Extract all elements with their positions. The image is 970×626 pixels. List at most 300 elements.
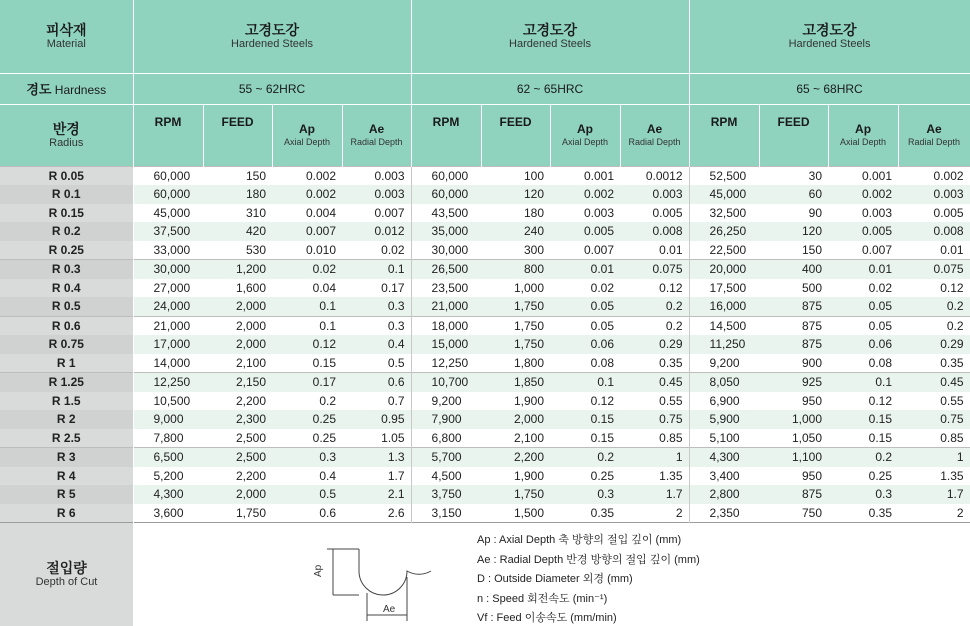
legend-ap: Ap : Axial Depth 축 방향의 절입 깊이 (mm) [477,531,700,551]
ae-cell: 0.005 [620,204,689,223]
radius-ko: 반경 [0,121,133,137]
feed-cell: 150 [203,166,272,185]
table-row [0,485,970,504]
rpm-cell: 60,000 [411,185,481,204]
ae-cell: 1.7 [620,485,689,504]
ae-cell: 0.008 [898,222,970,241]
radius-cell: R 3 [0,448,133,467]
col-ae-sublabel: Radial Depth [899,136,970,148]
col-ap-sublabel: Axial Depth [273,136,342,148]
rpm-cell: 5,700 [411,448,481,467]
col-feed-label: FEED [760,115,828,129]
feed-cell: 2,200 [203,392,272,411]
col-feed-header-2 [481,104,550,166]
rpm-cell: 11,250 [689,335,759,354]
rpm-cell: 5,100 [689,429,759,448]
col-ae-header-2 [620,104,689,166]
table-row [0,222,970,241]
ae-cell: 0.55 [898,392,970,411]
rpm-cell: 52,500 [689,166,759,185]
rpm-cell: 9,000 [133,410,203,429]
rpm-cell: 7,900 [411,410,481,429]
col-rpm-label: RPM [134,115,203,129]
ap-cell: 0.005 [550,222,620,241]
feed-cell: 2,100 [481,429,550,448]
feed-cell: 2,300 [203,410,272,429]
rpm-cell: 14,000 [133,354,203,373]
table-row [0,297,970,316]
feed-cell: 875 [759,485,828,504]
ae-cell: 0.12 [620,279,689,298]
ap-cell: 0.01 [550,260,620,279]
ae-cell: 0.005 [898,204,970,223]
rpm-cell: 6,800 [411,429,481,448]
rpm-cell: 37,500 [133,222,203,241]
rpm-cell: 26,250 [689,222,759,241]
ae-cell: 1.3 [342,448,411,467]
col-ap-header-3 [828,104,898,166]
ae-cell: 0.2 [898,297,970,316]
group-2-header [411,0,689,73]
ae-cell: 1 [620,448,689,467]
ap-cell: 0.05 [828,316,898,335]
feed-cell: 1,000 [481,279,550,298]
rpm-cell: 7,800 [133,429,203,448]
rpm-cell: 15,000 [411,335,481,354]
rpm-cell: 35,000 [411,222,481,241]
col-ap-sublabel: Axial Depth [551,136,620,148]
ap-cell: 0.01 [828,260,898,279]
ap-cell: 0.005 [828,222,898,241]
ap-cell: 0.010 [272,241,342,260]
material-header [0,0,133,73]
diagram-ap-label: Ap [313,564,324,577]
ap-cell: 0.4 [272,467,342,486]
feed-cell: 875 [759,335,828,354]
radius-cell: R 0.75 [0,335,133,354]
feed-cell: 180 [481,204,550,223]
feed-cell: 1,750 [481,335,550,354]
radius-en: Radius [0,137,133,150]
hardness-en: Hardness [55,83,106,97]
feed-cell: 1,050 [759,429,828,448]
radius-cell: R 0.25 [0,241,133,260]
feed-cell: 2,000 [203,485,272,504]
col-ae-sublabel: Radial Depth [621,136,689,148]
ae-cell: 1.35 [620,467,689,486]
feed-cell: 1,750 [481,297,550,316]
ae-cell: 0.02 [342,241,411,260]
ae-cell: 1.05 [342,429,411,448]
legend-ae: Ae : Radial Depth 반경 방향의 절입 깊이 (mm) [477,551,700,571]
ae-cell: 0.003 [898,185,970,204]
radius-cell: R 0.4 [0,279,133,298]
rpm-cell: 2,800 [689,485,759,504]
ae-cell: 2.1 [342,485,411,504]
ap-cell: 0.007 [272,222,342,241]
rpm-cell: 32,500 [689,204,759,223]
feed-cell: 2,500 [203,448,272,467]
rpm-cell: 23,500 [411,279,481,298]
feed-cell: 150 [759,241,828,260]
ap-cell: 0.2 [828,448,898,467]
ae-cell: 0.5 [342,354,411,373]
ap-cell: 0.35 [550,504,620,523]
ap-cell: 0.002 [272,166,342,185]
feed-cell: 1,500 [481,504,550,523]
feed-cell: 2,000 [203,316,272,335]
feed-cell: 2,150 [203,373,272,392]
ap-cell: 0.02 [550,279,620,298]
hardness-3: 65 ~ 68HRC [689,73,970,104]
rpm-cell: 5,200 [133,467,203,486]
feed-cell: 1,000 [759,410,828,429]
feed-cell: 530 [203,241,272,260]
ae-cell: 0.7 [342,392,411,411]
ae-cell: 0.2 [620,297,689,316]
table-row [0,204,970,223]
ap-cell: 0.05 [550,297,620,316]
col-rpm-header-3 [689,104,759,166]
ap-cell: 0.3 [272,448,342,467]
ae-cell: 0.008 [620,222,689,241]
rpm-cell: 4,500 [411,467,481,486]
ap-cell: 0.06 [828,335,898,354]
ap-cell: 0.6 [272,504,342,523]
depth-ko: 절입량 [0,560,133,576]
rpm-cell: 4,300 [689,448,759,467]
ap-cell: 0.1 [828,373,898,392]
rpm-cell: 5,900 [689,410,759,429]
rpm-cell: 20,000 [689,260,759,279]
feed-cell: 750 [759,504,828,523]
ae-cell: 0.6 [342,373,411,392]
feed-cell: 2,200 [481,448,550,467]
ap-cell: 0.02 [272,260,342,279]
col-ae-header-3 [898,104,970,166]
ap-cell: 0.12 [828,392,898,411]
feed-cell: 925 [759,373,828,392]
ap-cell: 0.35 [828,504,898,523]
rpm-cell: 45,000 [689,185,759,204]
ae-cell: 0.01 [620,241,689,260]
rpm-cell: 3,750 [411,485,481,504]
ae-cell: 0.75 [620,410,689,429]
group-1-en: Hardened Steels [134,38,411,51]
rpm-cell: 60,000 [133,185,203,204]
table-row [0,504,970,523]
feed-cell: 875 [759,297,828,316]
table-row [0,316,970,335]
feed-cell: 420 [203,222,272,241]
col-ap-label: Ap [273,122,342,136]
radius-header [0,104,133,166]
feed-cell: 1,850 [481,373,550,392]
rpm-cell: 2,350 [689,504,759,523]
feed-cell: 310 [203,204,272,223]
ae-cell: 0.4 [342,335,411,354]
col-ap-sublabel: Axial Depth [829,136,898,148]
group-3-en: Hardened Steels [690,38,970,51]
depth-en: Depth of Cut [0,576,133,589]
radius-cell: R 5 [0,485,133,504]
depth-of-cut-diagram [313,537,443,623]
rpm-cell: 14,500 [689,316,759,335]
ae-cell: 0.95 [342,410,411,429]
ae-cell: 0.003 [620,185,689,204]
ae-cell: 0.2 [898,316,970,335]
radius-cell: R 6 [0,504,133,523]
ap-cell: 0.002 [272,185,342,204]
table-row [0,467,970,486]
feed-cell: 500 [759,279,828,298]
ap-cell: 0.25 [550,467,620,486]
ae-cell: 0.35 [620,354,689,373]
feed-cell: 1,750 [481,485,550,504]
ae-cell: 0.003 [342,185,411,204]
rpm-cell: 3,150 [411,504,481,523]
col-ap-header-2 [550,104,620,166]
table-row [0,241,970,260]
feed-cell: 2,100 [203,354,272,373]
material-en: Material [0,38,133,51]
ap-cell: 0.1 [272,297,342,316]
ap-cell: 0.1 [550,373,620,392]
ae-cell: 1.7 [898,485,970,504]
ap-cell: 0.08 [828,354,898,373]
ae-cell: 0.007 [342,204,411,223]
group-3-ko: 고경도강 [690,22,970,38]
rpm-cell: 17,500 [689,279,759,298]
col-ae-sublabel: Radial Depth [343,136,411,148]
ap-cell: 0.003 [550,204,620,223]
hardness-1: 55 ~ 62HRC [133,73,411,104]
rpm-cell: 27,000 [133,279,203,298]
table-row [0,392,970,411]
radius-cell: R 2.5 [0,429,133,448]
ap-cell: 0.2 [550,448,620,467]
ae-cell: 0.29 [620,335,689,354]
ap-cell: 0.04 [272,279,342,298]
rpm-cell: 6,900 [689,392,759,411]
group-1-ko: 고경도강 [134,22,411,38]
table-row [0,185,970,204]
ap-cell: 0.12 [550,392,620,411]
feed-cell: 1,750 [203,504,272,523]
feed-cell: 1,800 [481,354,550,373]
ae-cell: 2 [620,504,689,523]
ap-cell: 0.15 [550,429,620,448]
ae-cell: 0.003 [342,166,411,185]
radius-cell: R 0.05 [0,166,133,185]
ap-cell: 0.12 [272,335,342,354]
radius-cell: R 0.15 [0,204,133,223]
data-rows [0,166,970,523]
rpm-cell: 21,000 [133,316,203,335]
table-row [0,354,970,373]
ap-cell: 0.06 [550,335,620,354]
ap-cell: 0.007 [828,241,898,260]
legend-vf: Vf : Feed 이송속도 (mm/min) [477,609,700,626]
table-row [0,279,970,298]
col-rpm-label: RPM [412,115,481,129]
hardness-header [0,73,133,104]
feed-cell: 240 [481,222,550,241]
ae-cell: 0.01 [898,241,970,260]
col-ap-label: Ap [551,122,620,136]
radius-cell: R 0.1 [0,185,133,204]
hardness-2: 62 ~ 65HRC [411,73,689,104]
rpm-cell: 22,500 [689,241,759,260]
rpm-cell: 26,500 [411,260,481,279]
rpm-cell: 9,200 [411,392,481,411]
feed-cell: 120 [759,222,828,241]
feed-cell: 1,750 [481,316,550,335]
group-1-header [133,0,411,73]
ae-cell: 0.17 [342,279,411,298]
col-feed-header-3 [759,104,828,166]
radius-cell: R 1.25 [0,373,133,392]
ap-cell: 0.15 [828,429,898,448]
rpm-cell: 3,600 [133,504,203,523]
rpm-cell: 24,000 [133,297,203,316]
table-row [0,335,970,354]
feed-cell: 950 [759,467,828,486]
ap-cell: 0.05 [828,297,898,316]
feed-cell: 400 [759,260,828,279]
radius-cell: R 1 [0,354,133,373]
group-2-ko: 고경도강 [412,22,689,38]
feed-cell: 2,000 [203,297,272,316]
ae-cell: 0.85 [898,429,970,448]
table-row [0,429,970,448]
ap-cell: 0.5 [272,485,342,504]
ae-cell: 2 [898,504,970,523]
ap-cell: 0.25 [272,410,342,429]
ap-cell: 0.25 [828,467,898,486]
feed-cell: 1,900 [481,467,550,486]
rpm-cell: 60,000 [411,166,481,185]
col-ae-header-1 [342,104,411,166]
col-rpm-header-1 [133,104,203,166]
col-feed-header-1 [203,104,272,166]
feed-cell: 800 [481,260,550,279]
legend-d: D : Outside Diameter 외경 (mm) [477,570,700,590]
ap-cell: 0.2 [272,392,342,411]
feed-cell: 90 [759,204,828,223]
ap-cell: 0.17 [272,373,342,392]
group-3-header [689,0,970,73]
ap-cell: 0.15 [828,410,898,429]
ap-cell: 0.05 [550,316,620,335]
rpm-cell: 33,000 [133,241,203,260]
feed-cell: 2,500 [203,429,272,448]
ae-cell: 0.1 [342,260,411,279]
col-rpm-label: RPM [690,115,759,129]
table-row [0,373,970,392]
ae-cell: 1.7 [342,467,411,486]
ae-cell: 1.35 [898,467,970,486]
col-ae-label: Ae [343,122,411,136]
rpm-cell: 16,000 [689,297,759,316]
ap-cell: 0.15 [550,410,620,429]
feed-cell: 300 [481,241,550,260]
ae-cell: 0.29 [898,335,970,354]
ae-cell: 0.0012 [620,166,689,185]
rpm-cell: 43,500 [411,204,481,223]
feed-cell: 900 [759,354,828,373]
diagram-ae-label: Ae [383,604,396,615]
ap-cell: 0.007 [550,241,620,260]
rpm-cell: 10,500 [133,392,203,411]
radius-cell: R 0.2 [0,222,133,241]
feed-cell: 1,900 [481,392,550,411]
col-ae-label: Ae [899,122,970,136]
radius-cell: R 0.5 [0,297,133,316]
ap-cell: 0.003 [828,204,898,223]
table-row [0,166,970,185]
depth-of-cut-area [133,523,970,626]
table-row [0,448,970,467]
group-2-en: Hardened Steels [412,38,689,51]
ap-cell: 0.25 [272,429,342,448]
col-rpm-header-2 [411,104,481,166]
col-ae-label: Ae [621,122,689,136]
table-row [0,410,970,429]
rpm-cell: 45,000 [133,204,203,223]
feed-cell: 1,200 [203,260,272,279]
radius-cell: R 2 [0,410,133,429]
radius-cell: R 1.5 [0,392,133,411]
col-feed-label: FEED [204,115,272,129]
ae-cell: 0.012 [342,222,411,241]
rpm-cell: 9,200 [689,354,759,373]
feed-cell: 1,600 [203,279,272,298]
rpm-cell: 30,000 [411,241,481,260]
ap-cell: 0.001 [828,166,898,185]
feed-cell: 180 [203,185,272,204]
rpm-cell: 10,700 [411,373,481,392]
ae-cell: 0.45 [898,373,970,392]
feed-cell: 950 [759,392,828,411]
rpm-cell: 17,000 [133,335,203,354]
radius-cell: R 4 [0,467,133,486]
ap-cell: 0.001 [550,166,620,185]
ap-cell: 0.3 [550,485,620,504]
feed-cell: 30 [759,166,828,185]
ap-cell: 0.002 [550,185,620,204]
ae-cell: 0.55 [620,392,689,411]
rpm-cell: 21,000 [411,297,481,316]
feed-cell: 60 [759,185,828,204]
col-ap-header-1 [272,104,342,166]
ap-cell: 0.002 [828,185,898,204]
depth-legend [477,531,700,626]
ap-cell: 0.08 [550,354,620,373]
rpm-cell: 3,400 [689,467,759,486]
ae-cell: 0.45 [620,373,689,392]
ap-cell: 0.004 [272,204,342,223]
rpm-cell: 8,050 [689,373,759,392]
ae-cell: 0.075 [898,260,970,279]
ap-cell: 0.02 [828,279,898,298]
rpm-cell: 12,250 [133,373,203,392]
table-row [0,260,970,279]
rpm-cell: 6,500 [133,448,203,467]
feed-cell: 120 [481,185,550,204]
ae-cell: 0.002 [898,166,970,185]
rpm-cell: 18,000 [411,316,481,335]
